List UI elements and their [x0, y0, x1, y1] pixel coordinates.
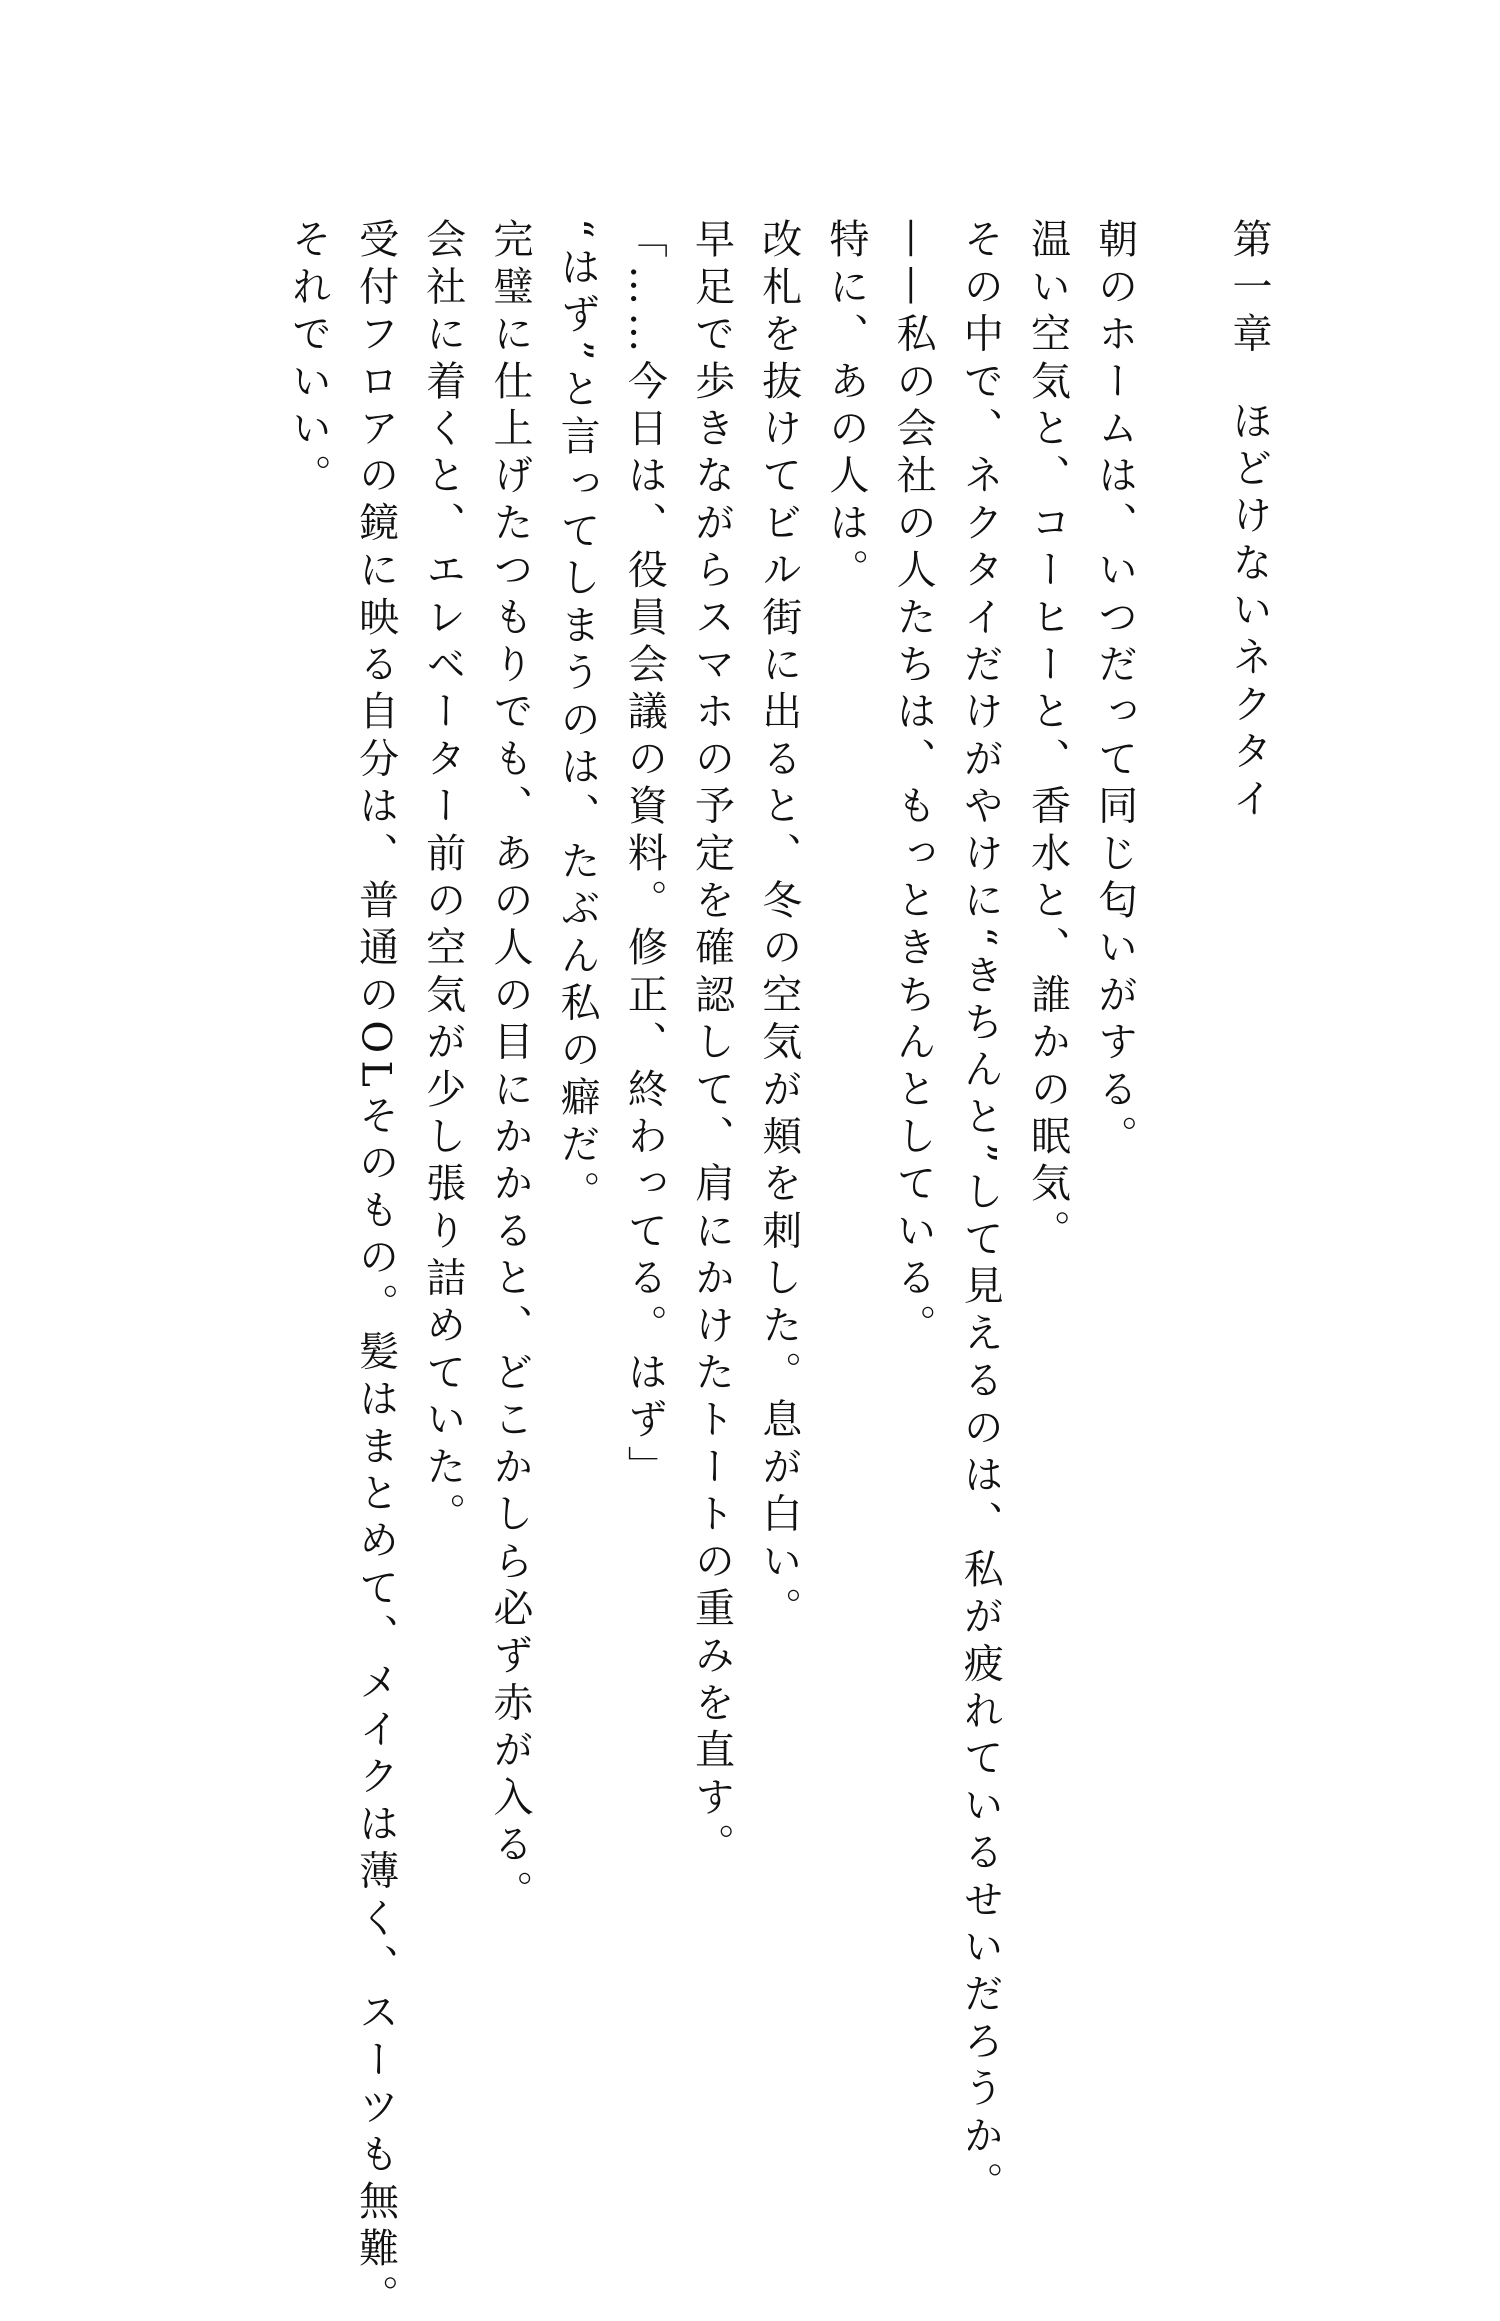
paragraph: “はず”と言ってしまうのは、たぶん私の癖だ。	[554, 218, 601, 1218]
paragraph: 改札を抜けてビル街に出ると、冬の空気が頬を刺した。息が白い。	[755, 218, 802, 1634]
paragraph: 早足で歩きながらスマホの予定を確認して、肩にかけたトートの重みを直す。	[688, 218, 735, 1870]
vertical-text-block	[274, 218, 1282, 2321]
chapter-number: 第一章	[1226, 218, 1272, 360]
chapter-title: ほどけないネクタイ	[1226, 399, 1272, 825]
paragraph: ——私の会社の人たちは、もっときちんとしている。	[890, 218, 937, 1351]
paragraph: その中で、ネクタイだけがやけに“きちんと”して見えるのは、私が疲れているせいだろうか。	[957, 218, 1004, 2209]
paragraph: 「……今日は、役員会議の資料。修正、終わってる。はず」	[621, 218, 668, 1493]
paragraph: 受付フロアの鏡に映る自分は、普通のOLそのもの。髪はまとめて、メイクは薄く、スーツも無難。	[352, 218, 399, 2321]
chapter-heading	[1215, 218, 1282, 1778]
paragraph: 温い空気と、コーヒーと、香水と、誰かの眠気。	[1024, 218, 1071, 1257]
paragraph: 完璧に仕上げたつもりでも、あの人の目にかかると、どこかしら必ず赤が入る。	[486, 218, 533, 1918]
paragraph: 会社に着くと、エレベーター前の空気が少し張り詰めていた。	[419, 218, 466, 1540]
paragraph: 朝のホームは、いつだって同じ匂いがする。	[1091, 218, 1138, 1162]
paragraph: 特に、あの人は。	[822, 218, 869, 596]
paragraph: それでいい。	[285, 218, 332, 502]
